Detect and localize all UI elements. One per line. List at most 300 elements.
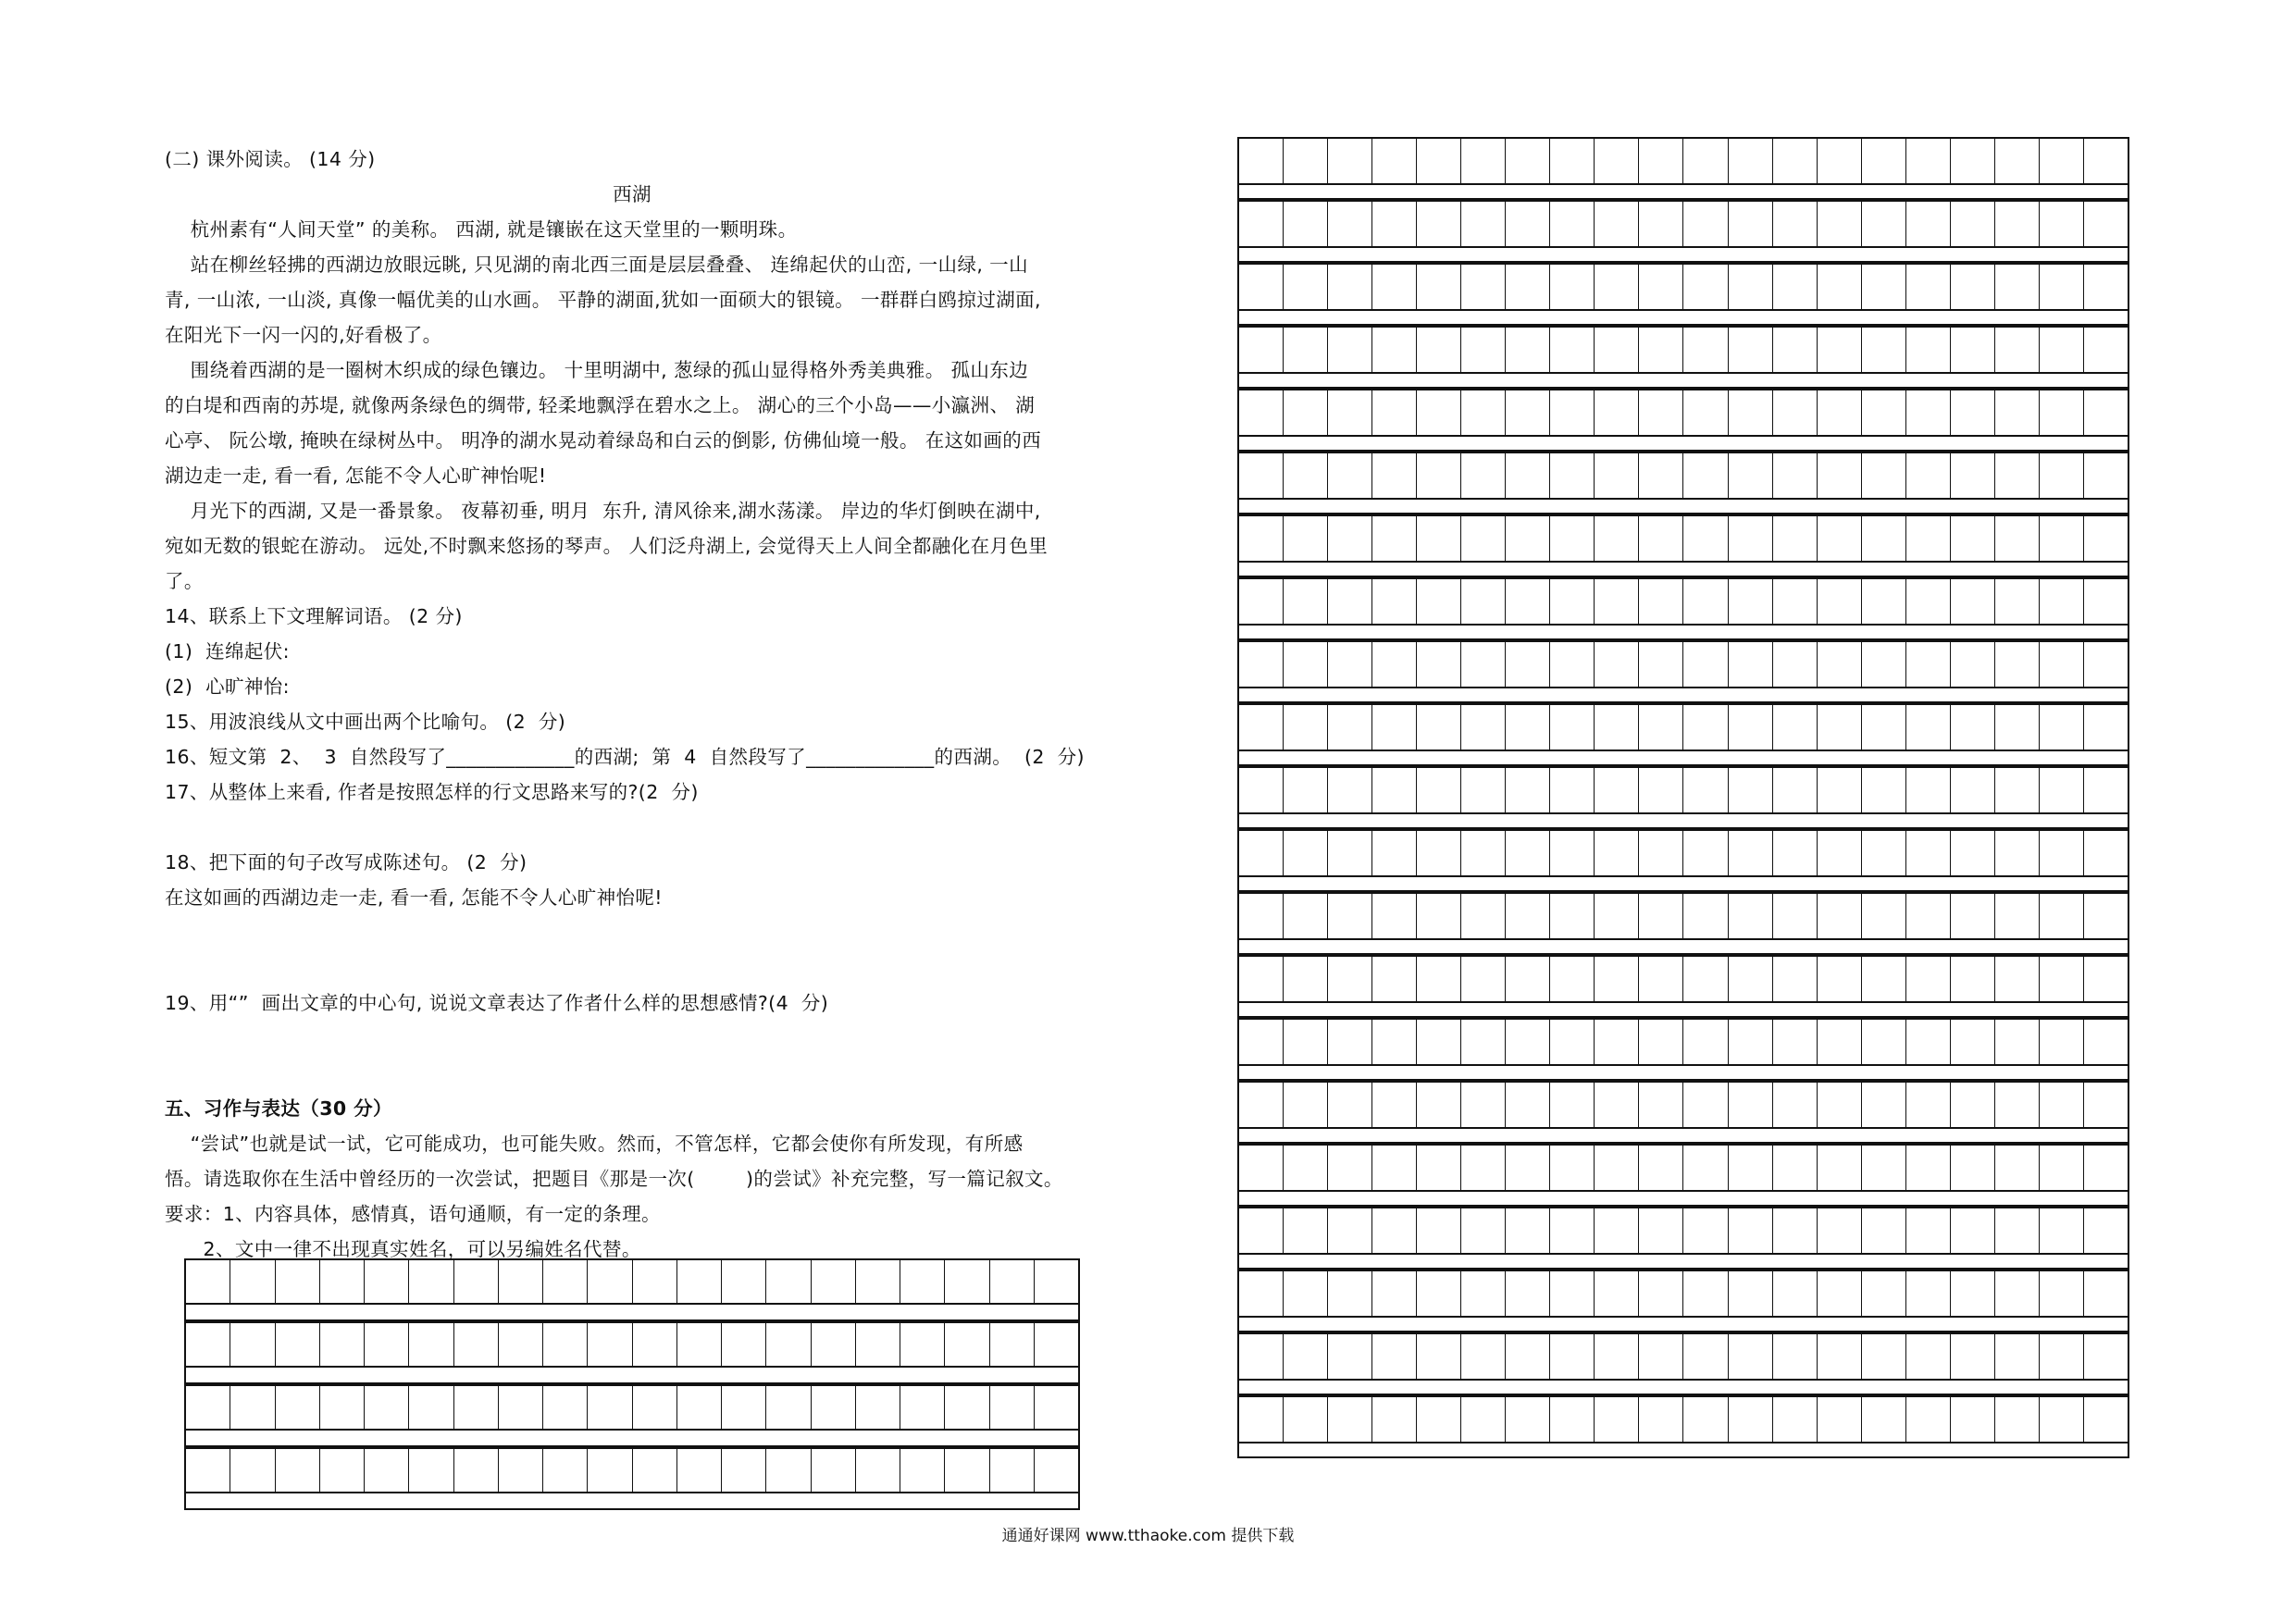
grid-cell[interactable] (1461, 1208, 1506, 1253)
grid-cell[interactable] (1239, 1271, 1284, 1316)
grid-cell[interactable] (2040, 1271, 2084, 1316)
grid-cell[interactable] (1328, 1271, 1372, 1316)
grid-cell[interactable] (1417, 1083, 1461, 1127)
grid-cell[interactable] (1995, 265, 2040, 309)
grid-cell[interactable] (1906, 453, 1951, 498)
grid-cell[interactable] (1595, 1208, 1639, 1253)
grid-cell[interactable] (1284, 328, 1328, 372)
grid-cell[interactable] (1639, 516, 1683, 561)
grid-cell[interactable] (1328, 579, 1372, 624)
grid-cell[interactable] (1639, 894, 1683, 938)
grid-cell[interactable] (2040, 894, 2084, 938)
grid-cell[interactable] (1862, 1020, 1906, 1064)
grid-cell[interactable] (1818, 1146, 1862, 1190)
grid-cell[interactable] (1284, 894, 1328, 938)
grid-cell[interactable] (1239, 642, 1284, 687)
grid-cell[interactable] (1729, 390, 1773, 435)
grid-cell[interactable] (1862, 1146, 1906, 1190)
grid-cell[interactable] (1372, 390, 1417, 435)
grid-cell[interactable] (1417, 579, 1461, 624)
grid-cell[interactable] (1995, 705, 2040, 750)
grid-cell[interactable] (856, 1323, 900, 1366)
grid-cell[interactable] (1239, 390, 1284, 435)
grid-cell[interactable] (1461, 579, 1506, 624)
grid-cell[interactable] (1729, 1397, 1773, 1442)
grid-cell[interactable] (543, 1260, 588, 1303)
grid-cell[interactable] (1818, 1020, 1862, 1064)
grid-cell[interactable] (1461, 139, 1506, 183)
grid-cell[interactable] (1639, 1208, 1683, 1253)
grid-cell[interactable] (1773, 1334, 1818, 1379)
grid-cell[interactable] (945, 1386, 989, 1429)
grid-cell[interactable] (1773, 1020, 1818, 1064)
grid-cell[interactable] (1372, 1271, 1417, 1316)
grid-cell[interactable] (1461, 390, 1506, 435)
grid-cell[interactable] (1328, 328, 1372, 372)
grid-cell[interactable] (1683, 1083, 1728, 1127)
grid-cell[interactable] (1951, 328, 1995, 372)
grid-cell[interactable] (1906, 1271, 1951, 1316)
grid-cell[interactable] (1461, 202, 1506, 246)
grid-cell[interactable] (1595, 139, 1639, 183)
grid-cell[interactable] (722, 1260, 766, 1303)
grid-cell[interactable] (1595, 642, 1639, 687)
grid-cell[interactable] (1951, 1208, 1995, 1253)
grid-cell[interactable] (1639, 957, 1683, 1001)
grid-cell[interactable] (1951, 894, 1995, 938)
grid-cell[interactable] (1284, 390, 1328, 435)
grid-cell[interactable] (766, 1260, 811, 1303)
grid-cell[interactable] (1729, 1146, 1773, 1190)
grid-cell[interactable] (543, 1449, 588, 1492)
grid-cell[interactable] (1239, 1208, 1284, 1253)
grid-row[interactable] (1237, 1270, 2129, 1318)
grid-cell[interactable] (1595, 1146, 1639, 1190)
grid-cell[interactable] (2040, 390, 2084, 435)
grid-cell[interactable] (1773, 516, 1818, 561)
grid-cell[interactable] (677, 1323, 722, 1366)
grid-cell[interactable] (1906, 328, 1951, 372)
grid-row[interactable] (1237, 514, 2129, 563)
grid-cell[interactable] (945, 1323, 989, 1366)
grid-cell[interactable] (230, 1323, 275, 1366)
grid-cell[interactable] (945, 1449, 989, 1492)
grid-cell[interactable] (1239, 1083, 1284, 1127)
grid-cell[interactable] (1995, 1208, 2040, 1253)
grid-cell[interactable] (1729, 202, 1773, 246)
grid-cell[interactable] (1683, 768, 1728, 812)
grid-cell[interactable] (1417, 1208, 1461, 1253)
grid-cell[interactable] (1239, 139, 1284, 183)
grid-cell[interactable] (2040, 705, 2084, 750)
grid-cell[interactable] (1372, 1397, 1417, 1442)
grid-cell[interactable] (1951, 1334, 1995, 1379)
grid-cell[interactable] (1461, 957, 1506, 1001)
grid-cell[interactable] (1906, 202, 1951, 246)
grid-cell[interactable] (1239, 768, 1284, 812)
grid-cell[interactable] (1506, 139, 1550, 183)
grid-cell[interactable] (1639, 1271, 1683, 1316)
grid-cell[interactable] (2040, 768, 2084, 812)
grid-cell[interactable] (1951, 642, 1995, 687)
grid-cell[interactable] (1683, 390, 1728, 435)
grid-cell[interactable] (1372, 768, 1417, 812)
grid-cell[interactable] (454, 1449, 499, 1492)
grid-cell[interactable] (633, 1449, 677, 1492)
grid-cell[interactable] (1906, 1208, 1951, 1253)
grid-cell[interactable] (186, 1386, 230, 1429)
grid-cell[interactable] (900, 1449, 945, 1492)
grid-cell[interactable] (1818, 328, 1862, 372)
grid-row[interactable] (1237, 452, 2129, 500)
grid-cell[interactable] (1328, 1397, 1372, 1442)
grid-cell[interactable] (990, 1386, 1035, 1429)
grid-cell[interactable] (990, 1260, 1035, 1303)
grid-cell[interactable] (1773, 831, 1818, 875)
grid-cell[interactable] (1595, 1020, 1639, 1064)
grid-cell[interactable] (1906, 516, 1951, 561)
grid-cell[interactable] (2084, 579, 2128, 624)
grid-cell[interactable] (1818, 1397, 1862, 1442)
grid-cell[interactable] (812, 1449, 856, 1492)
grid-cell[interactable] (1461, 1146, 1506, 1190)
grid-cell[interactable] (1906, 642, 1951, 687)
grid-cell[interactable] (2084, 705, 2128, 750)
grid-cell[interactable] (2040, 831, 2084, 875)
grid-cell[interactable] (1906, 1334, 1951, 1379)
grid-cell[interactable] (856, 1260, 900, 1303)
grid-cell[interactable] (499, 1386, 543, 1429)
grid-cell[interactable] (1328, 516, 1372, 561)
grid-cell[interactable] (1683, 453, 1728, 498)
grid-cell[interactable] (1906, 139, 1951, 183)
grid-cell[interactable] (722, 1323, 766, 1366)
grid-cell[interactable] (1639, 202, 1683, 246)
grid-row[interactable] (1237, 1207, 2129, 1255)
grid-cell[interactable] (2040, 516, 2084, 561)
grid-cell[interactable] (1906, 768, 1951, 812)
grid-cell[interactable] (1595, 579, 1639, 624)
grid-cell[interactable] (1773, 390, 1818, 435)
grid-cell[interactable] (1284, 1146, 1328, 1190)
grid-cell[interactable] (1862, 642, 1906, 687)
grid-cell[interactable] (1862, 453, 1906, 498)
grid-cell[interactable] (1372, 894, 1417, 938)
grid-cell[interactable] (1639, 768, 1683, 812)
grid-cell[interactable] (2084, 1208, 2128, 1253)
grid-cell[interactable] (1818, 1208, 1862, 1253)
grid-cell[interactable] (1506, 831, 1550, 875)
grid-cell[interactable] (1729, 453, 1773, 498)
grid-cell[interactable] (1906, 1146, 1951, 1190)
grid-cell[interactable] (1372, 1083, 1417, 1127)
grid-cell[interactable] (812, 1323, 856, 1366)
grid-cell[interactable] (499, 1449, 543, 1492)
grid-cell[interactable] (1773, 1208, 1818, 1253)
grid-cell[interactable] (1995, 139, 2040, 183)
grid-cell[interactable] (2084, 202, 2128, 246)
grid-cell[interactable] (1683, 894, 1728, 938)
grid-cell[interactable] (1995, 390, 2040, 435)
grid-cell[interactable] (1906, 894, 1951, 938)
grid-cell[interactable] (1506, 1208, 1550, 1253)
grid-cell[interactable] (2084, 516, 2128, 561)
grid-cell[interactable] (1951, 1146, 1995, 1190)
grid-cell[interactable] (1862, 1271, 1906, 1316)
grid-cell[interactable] (1328, 1020, 1372, 1064)
grid-cell[interactable] (1372, 139, 1417, 183)
grid-cell[interactable] (1639, 139, 1683, 183)
grid-cell[interactable] (1729, 957, 1773, 1001)
grid-cell[interactable] (1461, 453, 1506, 498)
grid-cell[interactable] (1595, 831, 1639, 875)
grid-row[interactable] (1237, 200, 2129, 248)
grid-cell[interactable] (499, 1260, 543, 1303)
grid-row[interactable] (1237, 326, 2129, 374)
grid-cell[interactable] (1550, 1271, 1595, 1316)
grid-cell[interactable] (1773, 957, 1818, 1001)
grid-cell[interactable] (1995, 894, 2040, 938)
grid-cell[interactable] (1461, 705, 1506, 750)
grid-cell[interactable] (2040, 1208, 2084, 1253)
grid-cell[interactable] (1683, 139, 1728, 183)
grid-cell[interactable] (1506, 328, 1550, 372)
grid-cell[interactable] (2040, 1334, 2084, 1379)
grid-cell[interactable] (1639, 579, 1683, 624)
grid-cell[interactable] (1639, 1334, 1683, 1379)
grid-cell[interactable] (2084, 265, 2128, 309)
grid-cell[interactable] (1683, 265, 1728, 309)
grid-cell[interactable] (1818, 831, 1862, 875)
grid-cell[interactable] (722, 1449, 766, 1492)
grid-cell[interactable] (1461, 1271, 1506, 1316)
grid-cell[interactable] (1773, 265, 1818, 309)
grid-cell[interactable] (1461, 265, 1506, 309)
grid-row[interactable] (1237, 766, 2129, 814)
grid-cell[interactable] (1773, 453, 1818, 498)
grid-cell[interactable] (1951, 265, 1995, 309)
grid-row[interactable] (1237, 703, 2129, 751)
grid-cell[interactable] (1550, 1208, 1595, 1253)
grid-cell[interactable] (1328, 453, 1372, 498)
grid-cell[interactable] (1639, 453, 1683, 498)
grid-cell[interactable] (1683, 1334, 1728, 1379)
grid-cell[interactable] (1461, 1020, 1506, 1064)
grid-cell[interactable] (1995, 1271, 2040, 1316)
grid-cell[interactable] (1506, 1083, 1550, 1127)
grid-cell[interactable] (1683, 516, 1728, 561)
grid-cell[interactable] (1729, 328, 1773, 372)
grid-cell[interactable] (1995, 328, 2040, 372)
grid-cell[interactable] (1284, 139, 1328, 183)
grid-cell[interactable] (677, 1449, 722, 1492)
grid-cell[interactable] (1951, 453, 1995, 498)
grid-cell[interactable] (1729, 831, 1773, 875)
grid-cell[interactable] (1284, 768, 1328, 812)
grid-cell[interactable] (1328, 642, 1372, 687)
grid-cell[interactable] (1239, 831, 1284, 875)
grid-cell[interactable] (1284, 579, 1328, 624)
grid-cell[interactable] (1417, 705, 1461, 750)
grid-cell[interactable] (1284, 705, 1328, 750)
grid-cell[interactable] (230, 1386, 275, 1429)
grid-cell[interactable] (1906, 705, 1951, 750)
grid-cell[interactable] (1683, 705, 1728, 750)
grid-cell[interactable] (1818, 516, 1862, 561)
grid-cell[interactable] (1595, 202, 1639, 246)
grid-cell[interactable] (1683, 328, 1728, 372)
grid-row[interactable] (1237, 1395, 2129, 1443)
grid-row[interactable] (1237, 137, 2129, 185)
grid-cell[interactable] (1372, 453, 1417, 498)
grid-cell[interactable] (1550, 1146, 1595, 1190)
grid-cell[interactable] (1417, 957, 1461, 1001)
grid-cell[interactable] (1729, 705, 1773, 750)
grid-cell[interactable] (1951, 831, 1995, 875)
grid-row[interactable] (1237, 1081, 2129, 1129)
grid-cell[interactable] (1951, 1083, 1995, 1127)
grid-cell[interactable] (1417, 831, 1461, 875)
grid-cell[interactable] (1506, 894, 1550, 938)
grid-cell[interactable] (1417, 516, 1461, 561)
grid-row[interactable] (1237, 955, 2129, 1003)
grid-cell[interactable] (1862, 579, 1906, 624)
grid-cell[interactable] (186, 1323, 230, 1366)
grid-cell[interactable] (1906, 579, 1951, 624)
grid-cell[interactable] (2084, 768, 2128, 812)
grid-cell[interactable] (1372, 516, 1417, 561)
grid-cell[interactable] (1506, 1334, 1550, 1379)
grid-cell[interactable] (1550, 957, 1595, 1001)
grid-cell[interactable] (365, 1386, 409, 1429)
grid-cell[interactable] (1506, 768, 1550, 812)
grid-cell[interactable] (1550, 328, 1595, 372)
grid-cell[interactable] (230, 1260, 275, 1303)
grid-cell[interactable] (1417, 390, 1461, 435)
grid-cell[interactable] (365, 1260, 409, 1303)
grid-cell[interactable] (1818, 139, 1862, 183)
grid-cell[interactable] (1818, 705, 1862, 750)
grid-cell[interactable] (276, 1323, 320, 1366)
grid-cell[interactable] (1328, 957, 1372, 1001)
grid-cell[interactable] (230, 1449, 275, 1492)
grid-cell[interactable] (1951, 390, 1995, 435)
grid-cell[interactable] (1372, 1146, 1417, 1190)
grid-cell[interactable] (1506, 516, 1550, 561)
grid-cell[interactable] (1639, 265, 1683, 309)
grid-row[interactable] (184, 1258, 1080, 1305)
grid-cell[interactable] (1995, 831, 2040, 875)
grid-cell[interactable] (633, 1323, 677, 1366)
grid-cell[interactable] (1729, 1020, 1773, 1064)
grid-cell[interactable] (1372, 957, 1417, 1001)
grid-cell[interactable] (320, 1449, 365, 1492)
grid-cell[interactable] (1239, 328, 1284, 372)
grid-cell[interactable] (1773, 642, 1818, 687)
grid-cell[interactable] (1417, 1020, 1461, 1064)
grid-cell[interactable] (365, 1323, 409, 1366)
grid-cell[interactable] (186, 1449, 230, 1492)
grid-cell[interactable] (1417, 768, 1461, 812)
grid-cell[interactable] (1550, 1397, 1595, 1442)
grid-cell[interactable] (1372, 579, 1417, 624)
grid-cell[interactable] (1995, 453, 2040, 498)
grid-cell[interactable] (1862, 1397, 1906, 1442)
grid-cell[interactable] (320, 1323, 365, 1366)
grid-cell[interactable] (1729, 642, 1773, 687)
grid-cell[interactable] (1951, 202, 1995, 246)
grid-cell[interactable] (2040, 202, 2084, 246)
grid-cell[interactable] (1906, 390, 1951, 435)
grid-cell[interactable] (1818, 453, 1862, 498)
grid-cell[interactable] (2040, 1146, 2084, 1190)
grid-cell[interactable] (1417, 139, 1461, 183)
grid-cell[interactable] (1995, 1397, 2040, 1442)
grid-cell[interactable] (1239, 705, 1284, 750)
grid-cell[interactable] (900, 1386, 945, 1429)
grid-cell[interactable] (1951, 1397, 1995, 1442)
grid-cell[interactable] (1372, 705, 1417, 750)
grid-cell[interactable] (1862, 1083, 1906, 1127)
grid-cell[interactable] (1683, 957, 1728, 1001)
grid-cell[interactable] (1284, 516, 1328, 561)
grid-cell[interactable] (1417, 202, 1461, 246)
grid-cell[interactable] (1773, 1146, 1818, 1190)
grid-cell[interactable] (543, 1323, 588, 1366)
grid-cell[interactable] (1328, 1146, 1372, 1190)
grid-cell[interactable] (1773, 705, 1818, 750)
grid-cell[interactable] (1372, 1334, 1417, 1379)
grid-cell[interactable] (1995, 768, 2040, 812)
grid-cell[interactable] (1328, 139, 1372, 183)
grid-cell[interactable] (1729, 516, 1773, 561)
grid-cell[interactable] (1818, 894, 1862, 938)
grid-row[interactable] (1237, 389, 2129, 437)
grid-cell[interactable] (1328, 1334, 1372, 1379)
grid-cell[interactable] (1951, 1020, 1995, 1064)
grid-cell[interactable] (1417, 894, 1461, 938)
grid-cell[interactable] (1951, 579, 1995, 624)
grid-cell[interactable] (1595, 1397, 1639, 1442)
grid-cell[interactable] (1818, 768, 1862, 812)
grid-row[interactable] (1237, 1144, 2129, 1192)
grid-cell[interactable] (1773, 579, 1818, 624)
grid-cell[interactable] (1461, 1334, 1506, 1379)
grid-cell[interactable] (1328, 1083, 1372, 1127)
grid-cell[interactable] (543, 1386, 588, 1429)
grid-cell[interactable] (990, 1323, 1035, 1366)
grid-cell[interactable] (1372, 831, 1417, 875)
grid-row[interactable] (1237, 640, 2129, 688)
grid-cell[interactable] (990, 1449, 1035, 1492)
grid-row[interactable] (1237, 263, 2129, 311)
grid-cell[interactable] (1683, 1020, 1728, 1064)
grid-cell[interactable] (1461, 894, 1506, 938)
grid-cell[interactable] (945, 1260, 989, 1303)
grid-cell[interactable] (2040, 265, 2084, 309)
grid-cell[interactable] (677, 1386, 722, 1429)
grid-cell[interactable] (722, 1386, 766, 1429)
grid-cell[interactable] (812, 1386, 856, 1429)
grid-cell[interactable] (409, 1449, 453, 1492)
grid-cell[interactable] (2084, 642, 2128, 687)
grid-cell[interactable] (1595, 957, 1639, 1001)
grid-cell[interactable] (2084, 1146, 2128, 1190)
grid-cell[interactable] (900, 1260, 945, 1303)
grid-cell[interactable] (1773, 139, 1818, 183)
grid-cell[interactable] (2084, 1271, 2128, 1316)
grid-cell[interactable] (1995, 516, 2040, 561)
